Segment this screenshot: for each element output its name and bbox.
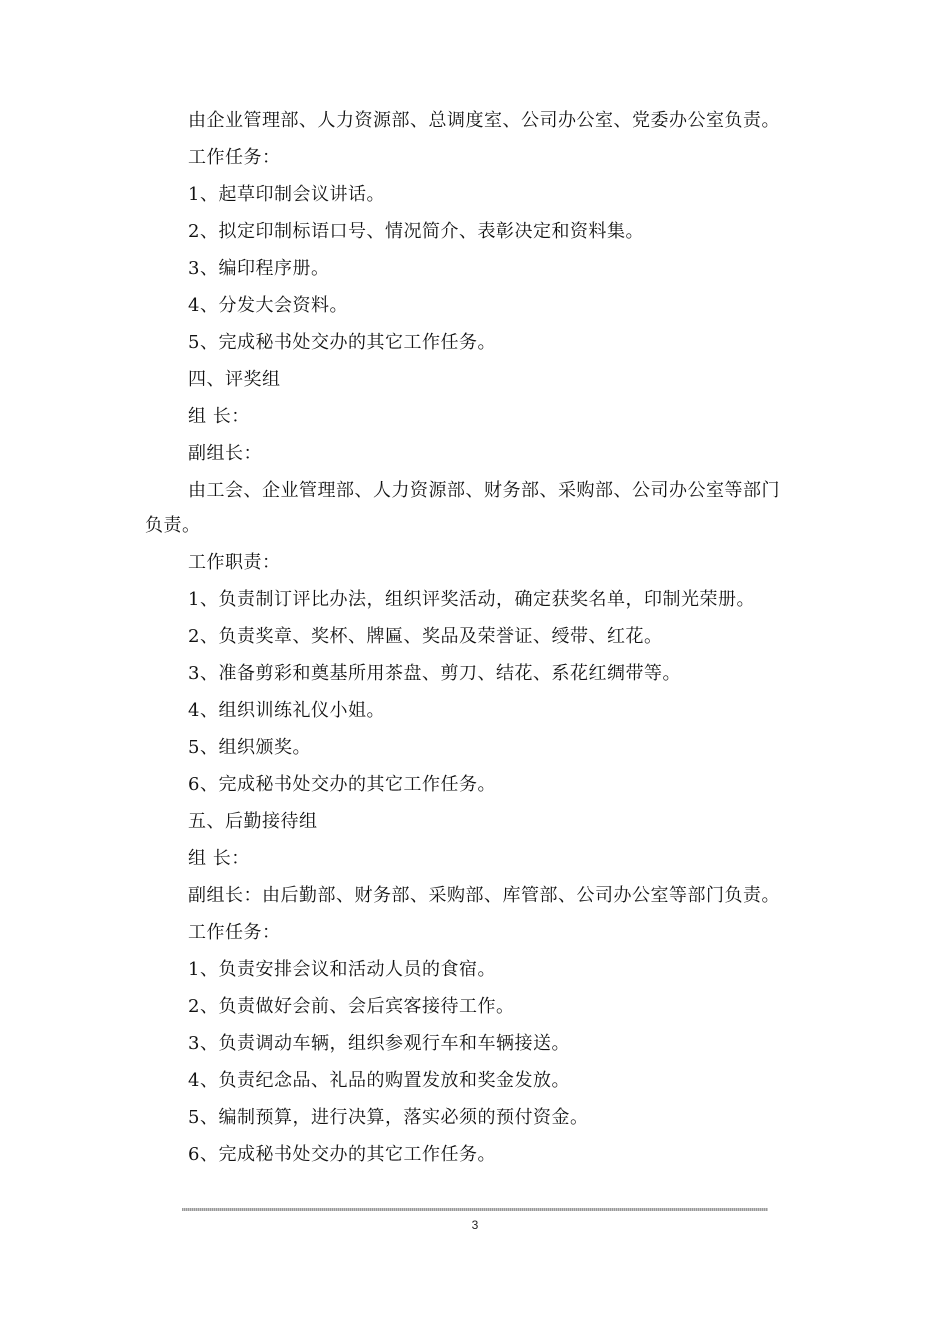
section-label: 工作任务：	[188, 147, 281, 168]
list-item: 6、完成秘书处交办的其它工作任务。	[188, 774, 496, 795]
list-item: 6、完成秘书处交办的其它工作任务。	[188, 1144, 496, 1165]
list-item: 3、准备剪彩和奠基所用茶盘、剪刀、结花、系花红绸带等。	[188, 663, 681, 684]
list-item: 1、负责安排会议和活动人员的食宿。	[188, 959, 496, 980]
list-item: 1、负责制订评比办法，组织评奖活动，确定获奖名单，印制光荣册。	[188, 589, 755, 610]
list-item: 5、组织颁奖。	[188, 737, 311, 758]
list-item: 5、完成秘书处交办的其它工作任务。	[188, 332, 496, 353]
list-item: 3、编印程序册。	[188, 258, 330, 279]
section-label: 工作职责：	[188, 552, 281, 573]
role-label: 副组长：由后勤部、财务部、采购部、库管部、公司办公室等部门负责。	[188, 885, 780, 906]
list-item: 2、拟定印制标语口号、情况简介、表彰决定和资料集。	[188, 221, 644, 242]
role-label: 组 长：	[188, 848, 250, 869]
list-item: 4、分发大会资料。	[188, 295, 348, 316]
list-item: 3、负责调动车辆，组织参观行车和车辆接送。	[188, 1033, 570, 1054]
role-label: 副组长：	[188, 443, 262, 464]
list-item: 5、编制预算，进行决算，落实必须的预付资金。	[188, 1107, 589, 1128]
section-label: 工作任务：	[188, 922, 281, 943]
body-text-line: 由企业管理部、人力资源部、总调度室、公司办公室、党委办公室负责。	[188, 110, 780, 131]
list-item: 2、负责做好会前、会后宾客接待工作。	[188, 996, 515, 1017]
body-text-continuation: 负责。	[145, 515, 201, 536]
footer-divider	[182, 1208, 768, 1211]
list-item: 1、起草印制会议讲话。	[188, 184, 385, 205]
list-item: 4、组织训练礼仪小姐。	[188, 700, 385, 721]
list-item: 2、负责奖章、奖杯、牌匾、奖品及荣誉证、绶带、红花。	[188, 626, 663, 647]
body-text-line: 由工会、企业管理部、人力资源部、财务部、采购部、公司办公室等部门	[188, 480, 780, 501]
section-heading: 四、评奖组	[188, 369, 281, 390]
list-item: 4、负责纪念品、礼品的购置发放和奖金发放。	[188, 1070, 570, 1091]
page-number: 3	[471, 1218, 479, 1232]
section-heading: 五、后勤接待组	[188, 811, 318, 832]
role-label: 组 长：	[188, 406, 250, 427]
